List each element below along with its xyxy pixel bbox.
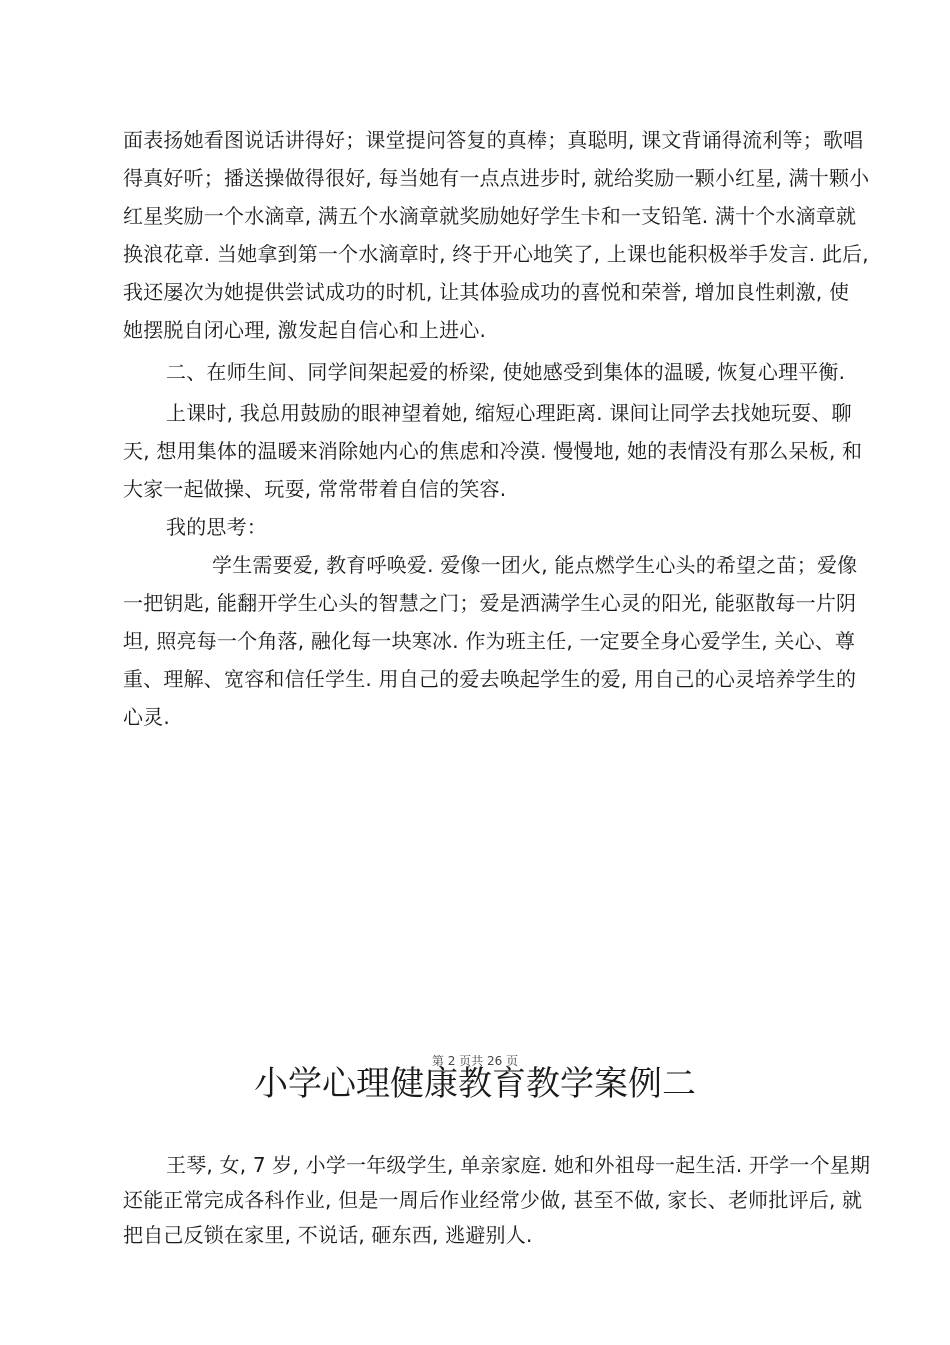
text-line: 得真好听；播送操做得很好, 每当她有一点点进步时, 就给奖励一颗小红星, 满十颗小 bbox=[123, 166, 870, 190]
document-title: 小学心理健康教育教学案例二 bbox=[254, 1064, 696, 1104]
text-line: 红星奖励一个水滴章, 满五个水滴章就奖励她好学生卡和一支铅笔. 满十个水滴章就 bbox=[123, 204, 857, 228]
text-line: 换浪花章. 当她拿到第一个水滴章时, 终于开心地笑了, 上课也能积极举手发言. 此后, bbox=[123, 242, 869, 266]
text-line: 把自己反锁在家里, 不说话, 砸东西, 逃避别人. bbox=[123, 1223, 533, 1247]
text-line: 上课时, 我总用鼓励的眼神望着她, 缩短心理距离. 课间让同学去找她玩耍、聊 bbox=[166, 401, 852, 425]
text-line: 大家一起做操、玩耍, 常常带着自信的笑容. bbox=[123, 477, 507, 501]
text-line: 我还屡次为她提供尝试成功的时机, 让其体验成功的喜悦和荣誉, 增加良性刺激, 使 bbox=[123, 280, 850, 304]
text-line: 天, 想用集体的温暖来消除她内心的焦虑和冷漠. 慢慢地, 她的表情没有那么呆板, 和 bbox=[123, 439, 863, 463]
text-line: 坦, 照亮每一个角落, 融化每一块寒冰. 作为班主任, 一定要全身心爱学生, 关心、尊 bbox=[123, 629, 856, 653]
text-line: 重、理解、宽容和信任学生. 用自己的爱去唤起学生的爱, 用自己的心灵培养学生的 bbox=[123, 667, 857, 691]
text-line: 面表扬她看图说话讲得好；课堂提问答复的真棒；真聪明, 课文背诵得流利等；歌唱 bbox=[123, 128, 864, 152]
text-line: 王琴, 女, 7 岁, 小学一年级学生, 单亲家庭. 她和外祖母一起生活. 开学一个星期 bbox=[166, 1153, 871, 1177]
page-number-footer: 第 2 页共 26 页 bbox=[431, 1054, 519, 1068]
text-line: 一把钥匙, 能翻开学生心头的智慧之门；爱是洒满学生心灵的阳光, 能驱散每一片阴 bbox=[123, 591, 857, 615]
section-heading: 我的思考： bbox=[166, 515, 267, 539]
text-line: 还能正常完成各科作业, 但是一周后作业经常少做, 甚至不做, 家长、老师批评后, 就 bbox=[123, 1188, 863, 1212]
text-line: 她摆脱自闭心理, 激发起自信心和上进心. bbox=[123, 318, 487, 342]
text-line: 心灵. bbox=[123, 705, 170, 729]
text-line: 学生需要爱, 教育呼唤爱. 爱像一团火, 能点燃学生心头的希望之苗；爱像 bbox=[212, 553, 858, 577]
section-heading: 二、在师生间、同学间架起爱的桥梁, 使她感受到集体的温暖, 恢复心理平衡. bbox=[166, 360, 846, 384]
